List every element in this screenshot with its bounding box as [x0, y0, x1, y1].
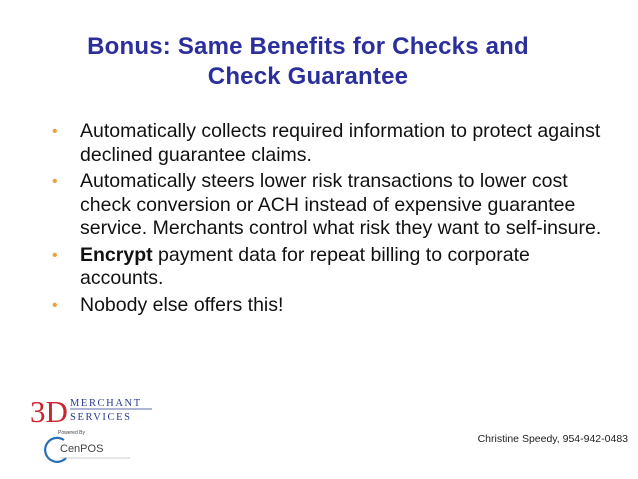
bullet-dot-icon: • — [52, 296, 58, 314]
logo-graphic — [30, 394, 170, 466]
slide-title-line-1: Bonus: Same Benefits for Checks and — [87, 33, 529, 60]
bullet-text: Nobody else offers this! — [80, 293, 284, 316]
logo-merchant-text: MERCHANT — [70, 398, 142, 409]
company-logo — [30, 394, 170, 466]
bullet-dot-icon: • — [52, 246, 58, 264]
bullet-dot-icon: • — [52, 173, 58, 190]
logo-powered-by-text: Powered By — [58, 430, 85, 436]
bullet-text: Automatically steers lower risk transactions to lower cost check conversion or ACH instead of expensive guarantee service. Merchants control what risk they want to self-insure. — [80, 170, 602, 239]
slide-title-line-2: Check Guarantee — [207, 63, 409, 90]
presenter-contact: Christine Speedy, 954-942-0483 — [477, 433, 628, 445]
logo-cenpos-text: CenPOS — [60, 443, 104, 455]
bullet-item — [48, 170, 608, 241]
slide-title — [18, 32, 598, 92]
bullet-bold-text: Encrypt — [80, 243, 153, 266]
bullet-item — [48, 244, 608, 291]
logo-3d-text: 3D — [30, 394, 68, 429]
bullet-text: Automatically collects required information to protect against declined guarantee claims. — [80, 120, 601, 166]
bullet-list — [48, 120, 608, 320]
logo-services-text: SERVICES — [70, 412, 132, 423]
bullet-item — [48, 294, 608, 318]
bullet-item — [48, 120, 608, 167]
bullet-dot-icon: • — [52, 123, 58, 140]
bullet-text: payment data for repeat billing to corporate accounts. — [80, 243, 530, 289]
